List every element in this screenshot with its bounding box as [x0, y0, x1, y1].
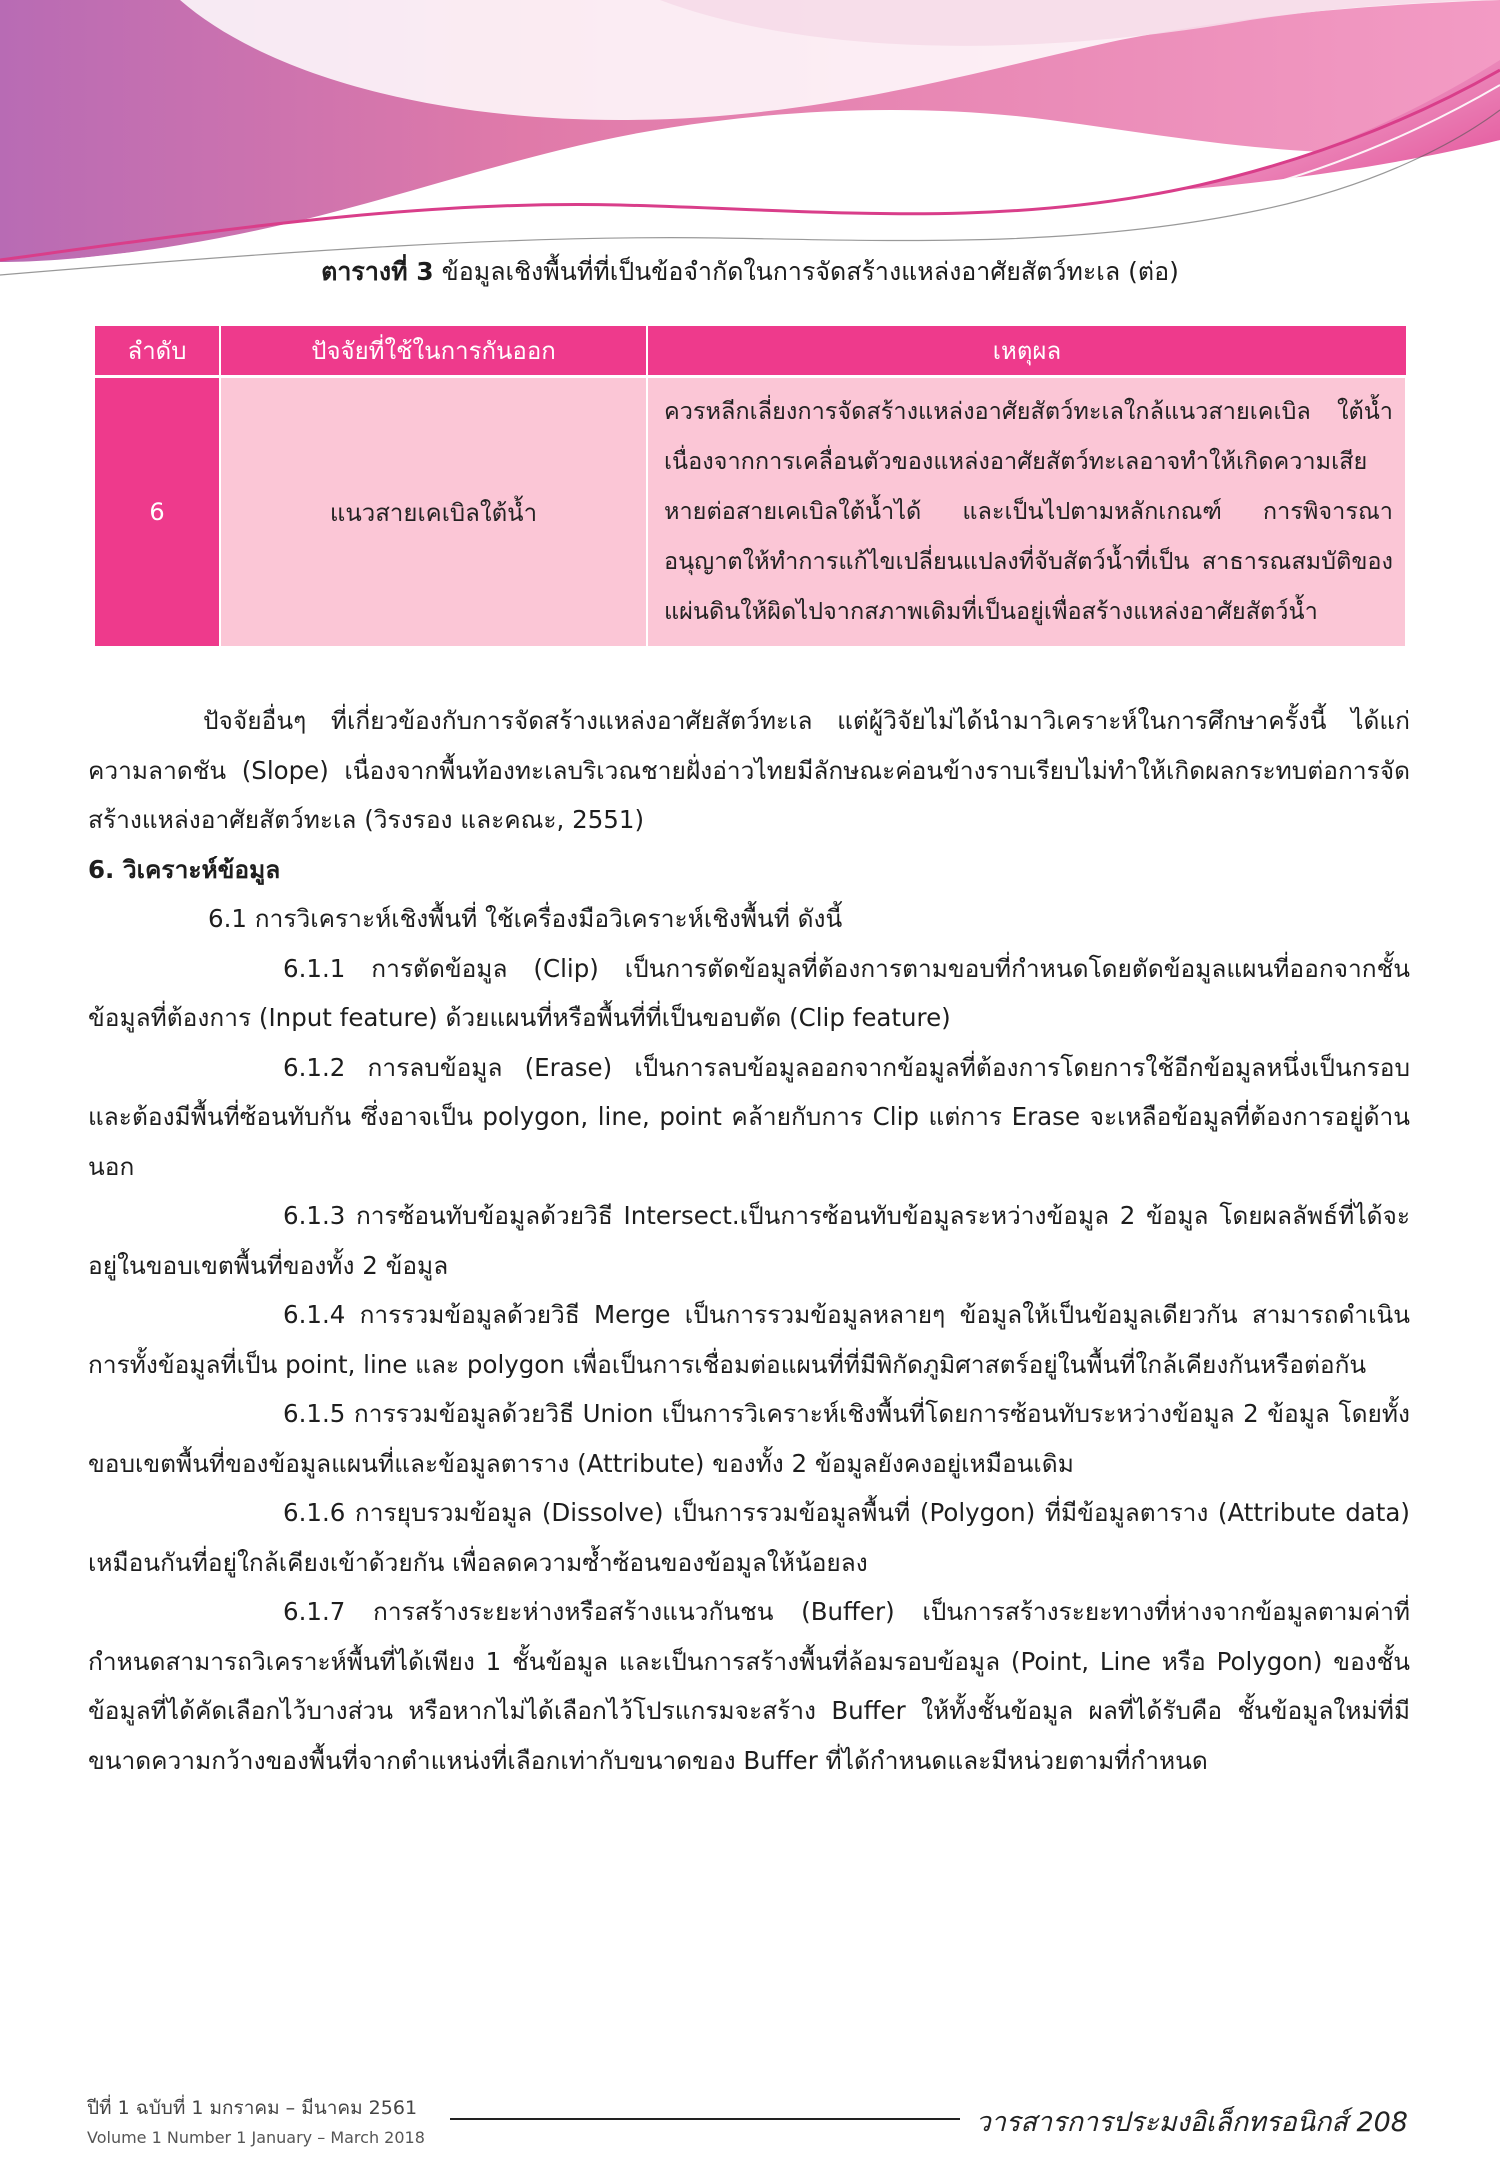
col-header-reason: เหตุผล: [647, 326, 1406, 377]
footer-journal-name: วารสารการประมงอิเล็กทรอนิกส์: [975, 2107, 1348, 2138]
list-item-dissolve: 6.1.6 การยุบรวมข้อมูล (Dissolve) เป็นการรวมข้อมูลพื้นที่ (Polygon) ที่มีข้อมูลตาราง (Attribute data) เหมือนกันที่อยู่ใกล้เคียงเข้าด้วยกัน เพื่อลดความซ้ำซ้อนของข้อมูลให้น้อยลง: [88, 1498, 1410, 1577]
row-reason-cell: ควรหลีกเลี่ยงการจัดสร้างแหล่งอาศัยสัตว์ทะเลใกล้แนวสายเคเบิล ใต้น้ำ เนื่องจากการเคลื่อนตัวของแหล่งอาศัยสัตว์ทะเลอาจทำให้เกิดความเสียหายต่อสายเคเบิลใต้น้ำได้ และเป็นไปตามหลักเกณฑ์ การพิจารณาอนุญาตให้ทำการแก้ไขเปลี่ยนแปลงที่จับสัตว์น้ำที่เป็น สาธารณสมบัติของแผ่นดินให้ผิดไปจากสภาพเดิมที่เป็นอยู่เพื่อสร้างแหล่งอาศัยสัตว์น้ำ: [647, 377, 1406, 647]
sub-heading: 6.1 การวิเคราะห์เชิงพื้นที่ ใช้เครื่องมือวิเคราะห์เชิงพื้นที่ ดังนี้: [208, 904, 843, 933]
footer-journal: [976, 2100, 1408, 2143]
list-item-buffer: 6.1.7 การสร้างระยะห่างหรือสร้างแนวกันชน (Buffer) เป็นการสร้างระยะทางที่ห่างจากข้อมูลตามค่าที่กำหนดสามารถวิเคราะห์พื้นที่ได้เพียง 1 ชั้นข้อมูล และเป็นการสร้างพื้นที่ล้อมรอบข้อมูล (Point, Line หรือ Polygon) ของชั้นข้อมูลที่ได้คัดเลือกไว้บางส่วน หรือหากไม่ได้เลือกไว้โปรแกรมจะสร้าง Buffer ให้ทั้งชั้นข้อมูล ผลที่ได้รับคือ ชั้นข้อมูลใหม่ที่มีขนาดความกว้างของพื้นที่จากตำแหน่งที่เลือกเท่ากับขนาดของ Buffer ที่ได้กำหนดและมีหน่วยตามที่กำหนด: [88, 1597, 1410, 1775]
footer-issue-thai: ปีที่ 1 ฉบับที่ 1 มกราคม – มีนาคม 2561: [87, 2097, 418, 2119]
list-item-merge: 6.1.4 การรวมข้อมูลด้วยวิธี Merge เป็นการรวมข้อมูลหลายๆ ข้อมูลให้เป็นข้อมูลเดียวกัน สามารถดำเนินการทั้งข้อมูลที่เป็น point, line และ polygon เพื่อเป็นการเชื่อมต่อแผนที่ที่มีพิกัดภูมิศาสตร์อยู่ในพื้นที่ใกล้เคียงกันหรือต่อกัน: [88, 1300, 1410, 1379]
table-caption-label: ตารางที่ 3: [321, 257, 434, 286]
table-caption-text: ข้อมูลเชิงพื้นที่ที่เป็นข้อจำกัดในการจัดสร้างแหล่งอาศัยสัตว์ทะเล (ต่อ): [441, 257, 1179, 286]
list-item-intersect: 6.1.3 การซ้อนทับข้อมูลด้วยวิธี Intersect.เป็นการซ้อนทับข้อมูลระหว่างข้อมูล 2 ข้อมูล โดยผลลัพธ์ที่ได้จะอยู่ในขอบเขตพื้นที่ของทั้ง 2 ข้อมูล: [88, 1201, 1410, 1280]
constraints-table: [95, 326, 1407, 646]
table-row: [95, 377, 1406, 647]
table-header-row: [95, 326, 1406, 377]
row-order-cell: 6: [95, 377, 220, 647]
body-content: [88, 696, 1410, 1785]
paragraph-other-factors: ปัจจัยอื่นๆ ที่เกี่ยวข้องกับการจัดสร้างแหล่งอาศัยสัตว์ทะเล แต่ผู้วิจัยไม่ได้นำมาวิเคราะห์ในการศึกษาครั้งนี้ ได้แก่ ความลาดชัน (Slope) เนื่องจากพื้นท้องทะเลบริเวณชายฝั่งอ่าวไทยมีลักษณะค่อนข้างราบเรียบไม่ทำให้เกิดผลกระทบต่อการจัดสร้างแหล่งอาศัยสัตว์ทะเล (วิรงรอง และคณะ, 2551): [88, 706, 1410, 834]
footer-issue-english: Volume 1 Number 1 January – March 2018: [87, 2128, 425, 2147]
row-factor-cell: แนวสายเคเบิลใต้น้ำ: [220, 377, 647, 647]
list-item-erase: 6.1.2 การลบข้อมูล (Erase) เป็นการลบข้อมูลออกจากข้อมูลที่ต้องการโดยการใช้อีกข้อมูลหนึ่งเป็นกรอบและต้องมีพื้นที่ซ้อนทับกัน ซึ่งอาจเป็น polygon, line, point คล้ายกับการ Clip แต่การ Erase จะเหลือข้อมูลที่ต้องการอยู่ด้านนอก: [88, 1052, 1410, 1181]
footer-issue: [87, 2093, 425, 2153]
table-caption: [0, 252, 1500, 292]
col-header-order: ลำดับ: [95, 326, 220, 377]
col-header-factor: ปัจจัยที่ใช้ในการกันออก: [220, 326, 647, 377]
list-item-clip: 6.1.1 การตัดข้อมูล (Clip) เป็นการตัดข้อมูลที่ต้องการตามขอบที่กำหนดโดยตัดข้อมูลแผนที่ออกจากชั้นข้อมูลที่ต้องการ (Input feature) ด้วยแผนที่หรือพื้นที่ที่เป็นขอบตัด (Clip feature): [88, 953, 1410, 1032]
page-number: 208: [1356, 2107, 1408, 2138]
section-heading: 6. วิเคราะห์ข้อมูล: [88, 854, 281, 884]
list-item-union: 6.1.5 การรวมข้อมูลด้วยวิธี Union เป็นการวิเคราะห์เชิงพื้นที่โดยการซ้อนทับระหว่างข้อมูล 2 ข้อมูล โดยทั้งขอบเขตพื้นที่ของข้อมูลแผนที่และข้อมูลตาราง (Attribute) ของทั้ง 2 ข้อมูลยังคงอยู่เหมือนเดิม: [88, 1399, 1410, 1478]
footer-divider: [450, 2118, 960, 2120]
